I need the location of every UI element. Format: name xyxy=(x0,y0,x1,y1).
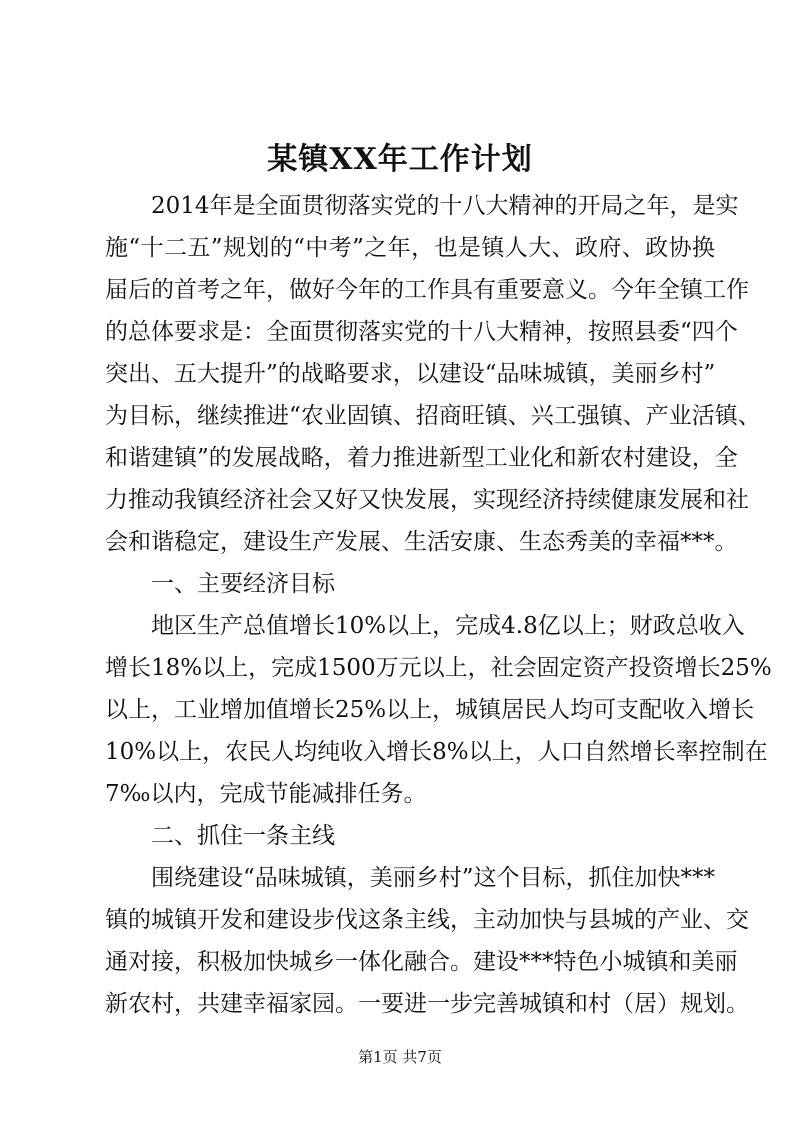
document-body xyxy=(105,185,772,1025)
paragraph-line: 力推动我镇经济社会又好又快发展，实现经济持续健康发展和社 xyxy=(105,487,749,513)
paragraph-line: 届后的首考之年，做好今年的工作具有重要意义。今年全镇工作 xyxy=(105,277,749,303)
paragraph-line: 通对接，积极加快城乡一体化融合。建设***特色小城镇和美丽 xyxy=(105,949,738,975)
paragraph-line: 7‰以内，完成节能减排任务。 xyxy=(105,781,427,807)
paragraph-line: 2014年是全面贯彻落实党的十八大精神的开局之年，是实 xyxy=(151,193,739,219)
paragraph-line: 突出、五大提升”的战略要求，以建设“品味城镇，美丽乡村” xyxy=(105,361,716,387)
paragraph-line: 增长18%以上，完成1500万元以上，社会固定资产投资增长25% xyxy=(105,655,772,681)
paragraph-line: 新农村，共建幸福家园。一要进一步完善城镇和村（居）规划。 xyxy=(105,991,749,1017)
paragraph-line: 的总体要求是：全面贯彻落实党的十八大精神，按照县委“四个 xyxy=(105,319,738,345)
page-number: 第1页 共7页 xyxy=(358,1048,442,1066)
paragraph-line: 10%以上，农民人均纯收入增长8%以上，人口自然增长率控制在 xyxy=(105,739,768,765)
section-heading: 二、抓住一条主线 xyxy=(151,823,335,849)
paragraph-line: 会和谐稳定，建设生产发展、生活安康、生态秀美的幸福***。 xyxy=(105,529,738,555)
paragraph-line: 地区生产总值增长10%以上，完成4.8亿以上；财政总收入 xyxy=(151,613,745,639)
paragraph-line: 镇的城镇开发和建设步伐这条主线，主动加快与县城的产业、交 xyxy=(105,907,749,933)
paragraph-line: 施“十二五”规划的“中考”之年，也是镇人大、政府、政协换 xyxy=(105,235,715,261)
paragraph-line: 和谐建镇”的发展战略，着力推进新型工业化和新农村建设，全 xyxy=(105,445,738,471)
paragraph-line: 为目标，继续推进“农业固镇、招商旺镇、兴工强镇、产业活镇、 xyxy=(105,403,761,429)
document-title: 某镇XX年工作计划 xyxy=(267,142,533,177)
paragraph-line: 以上，工业增加值增长25%以上，城镇居民人均可支配收入增长 xyxy=(105,697,755,723)
section-heading: 一、主要经济目标 xyxy=(151,571,335,597)
paragraph-line: 围绕建设“品味城镇，美丽乡村”这个目标，抓住加快*** xyxy=(151,865,716,891)
